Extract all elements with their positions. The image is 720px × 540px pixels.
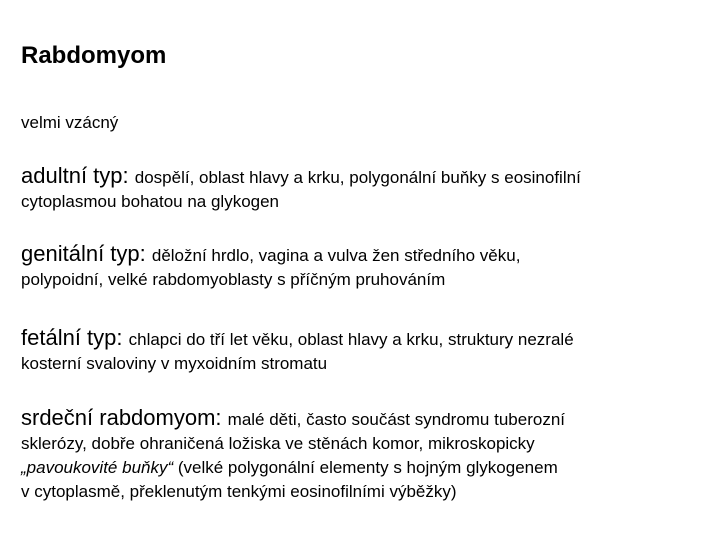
entry-colon: : bbox=[139, 241, 152, 266]
page-title: Rabdomyom bbox=[21, 42, 167, 69]
entry-colon: : bbox=[116, 325, 129, 350]
entry-description-line3-rest: (velké polygonální elementy s hojným glykogenem bbox=[173, 458, 558, 477]
entry-term: fetální typ bbox=[21, 325, 117, 350]
entry-description: chlapci do tří let věku, oblast hlavy a krku, struktury nezralé bbox=[128, 330, 574, 349]
entry-first-line bbox=[21, 325, 574, 350]
entry-colon: : bbox=[122, 163, 135, 188]
entry-first-line bbox=[21, 405, 565, 430]
entry-description-cont: kosterní svaloviny v myxoidním stromatu bbox=[21, 354, 328, 373]
entry-term: genitální typ bbox=[21, 241, 140, 266]
entry-first-line bbox=[21, 241, 521, 266]
entry-description: děložní hrdlo, vagina a vulva žen středního věku, bbox=[151, 246, 521, 265]
entry-colon: : bbox=[215, 405, 228, 430]
entry-description-line3 bbox=[21, 456, 711, 480]
entry-italic-term: „pavoukovité buňky“ bbox=[21, 458, 174, 477]
entry-term: srdeční rabdomyom bbox=[21, 405, 216, 430]
entry-description-cont: polypoidní, velké rabdomyoblasty s příčným pruhováním bbox=[21, 270, 446, 289]
entry-genital-type bbox=[21, 242, 711, 292]
entry-cardiac-rhabdomyoma bbox=[21, 406, 711, 504]
entry-term: adultní typ bbox=[21, 163, 123, 188]
entry-description: malé děti, často součást syndromu tuberozní bbox=[227, 410, 565, 429]
entry-first-line bbox=[21, 163, 581, 188]
entry-fetal-type bbox=[21, 326, 711, 376]
entry-description-cont: cytoplasmou bohatou na glykogen bbox=[21, 192, 280, 211]
entry-description: dospělí, oblast hlavy a krku, polygonální buňky s eosinofilní bbox=[134, 168, 581, 187]
intro-text: velmi vzácný bbox=[21, 113, 119, 132]
entry-adult-type bbox=[21, 164, 711, 214]
entry-description-line4: v cytoplasmě, překlenutým tenkými eosinofilními výběžky) bbox=[21, 482, 457, 501]
entry-description-line2: sklerózy, dobře ohraničená ložiska ve stěnách komor, mikroskopicky bbox=[21, 434, 535, 453]
